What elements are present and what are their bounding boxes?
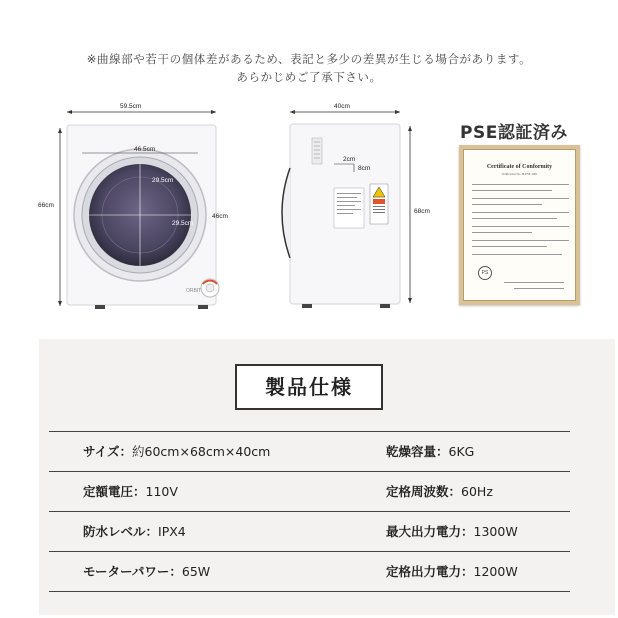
spec-row: [49, 431, 570, 473]
spec-label: 最大出力電力：: [386, 524, 474, 539]
side-view-diagram: [272, 98, 422, 318]
disclaimer-line-1: ※曲線部や若干の個体差があるため、表記と多少の差異が生じる場合があります。: [86, 52, 532, 66]
spec-label: モーターパワー：: [83, 564, 182, 579]
front-view-diagram: [30, 98, 260, 318]
pse-certified-label: PSE認証済み: [460, 123, 568, 143]
spec-value: 6KG: [448, 444, 475, 459]
certificate-subtitle: Verification No. M-PSE-1001: [501, 172, 538, 176]
certificate-document: [463, 149, 576, 301]
spec-value: 1200W: [473, 564, 518, 579]
drum-diameter-label: 29.5cm: [172, 220, 194, 227]
spec-divider: [49, 591, 570, 592]
spec-label: 定格出力電力：: [386, 564, 474, 579]
side-offset-label: 8cm: [358, 165, 371, 172]
spec-heading: 製品仕様: [235, 364, 383, 410]
spec-label: 定額電圧：: [83, 484, 146, 499]
spec-label: サイズ：: [83, 444, 133, 459]
front-height-label: 66cm: [38, 202, 54, 209]
certificate-title: Certificate of Conformity: [486, 164, 553, 170]
spec-value: 1300W: [473, 524, 518, 539]
spec-label: 防水レベル：: [83, 524, 159, 539]
front-width-label: 59.5cm: [120, 103, 142, 110]
side-height-label: 68cm: [414, 208, 430, 215]
certificate-frame: [459, 145, 580, 305]
side-depth-label: 40cm: [334, 103, 350, 110]
spec-row: [49, 551, 570, 593]
spec-value: IPX4: [158, 524, 186, 539]
disclaimer-line-2: あらかじめご了承下さい。: [236, 70, 382, 84]
spec-value: 60Hz: [461, 484, 493, 499]
spec-label: 定格周波数：: [386, 484, 462, 499]
door-inner-label: 46.5cm: [134, 146, 156, 153]
side-inset-label: 2cm: [343, 156, 356, 163]
disclaimer-notice: [0, 50, 618, 86]
drum-depth-label: 29.5cm: [152, 177, 174, 184]
door-outer-label: 46cm: [212, 213, 228, 220]
svg-text:ORBIT: ORBIT: [186, 288, 202, 294]
spec-value: 約60cm×68cm×40cm: [132, 444, 271, 459]
spec-value: 65W: [181, 564, 211, 579]
spec-row: [49, 471, 570, 513]
spec-label: 乾燥容量：: [386, 444, 449, 459]
spec-row: [49, 511, 570, 553]
spec-value: 110V: [145, 484, 178, 499]
pse-mark-icon: PS: [478, 266, 492, 280]
